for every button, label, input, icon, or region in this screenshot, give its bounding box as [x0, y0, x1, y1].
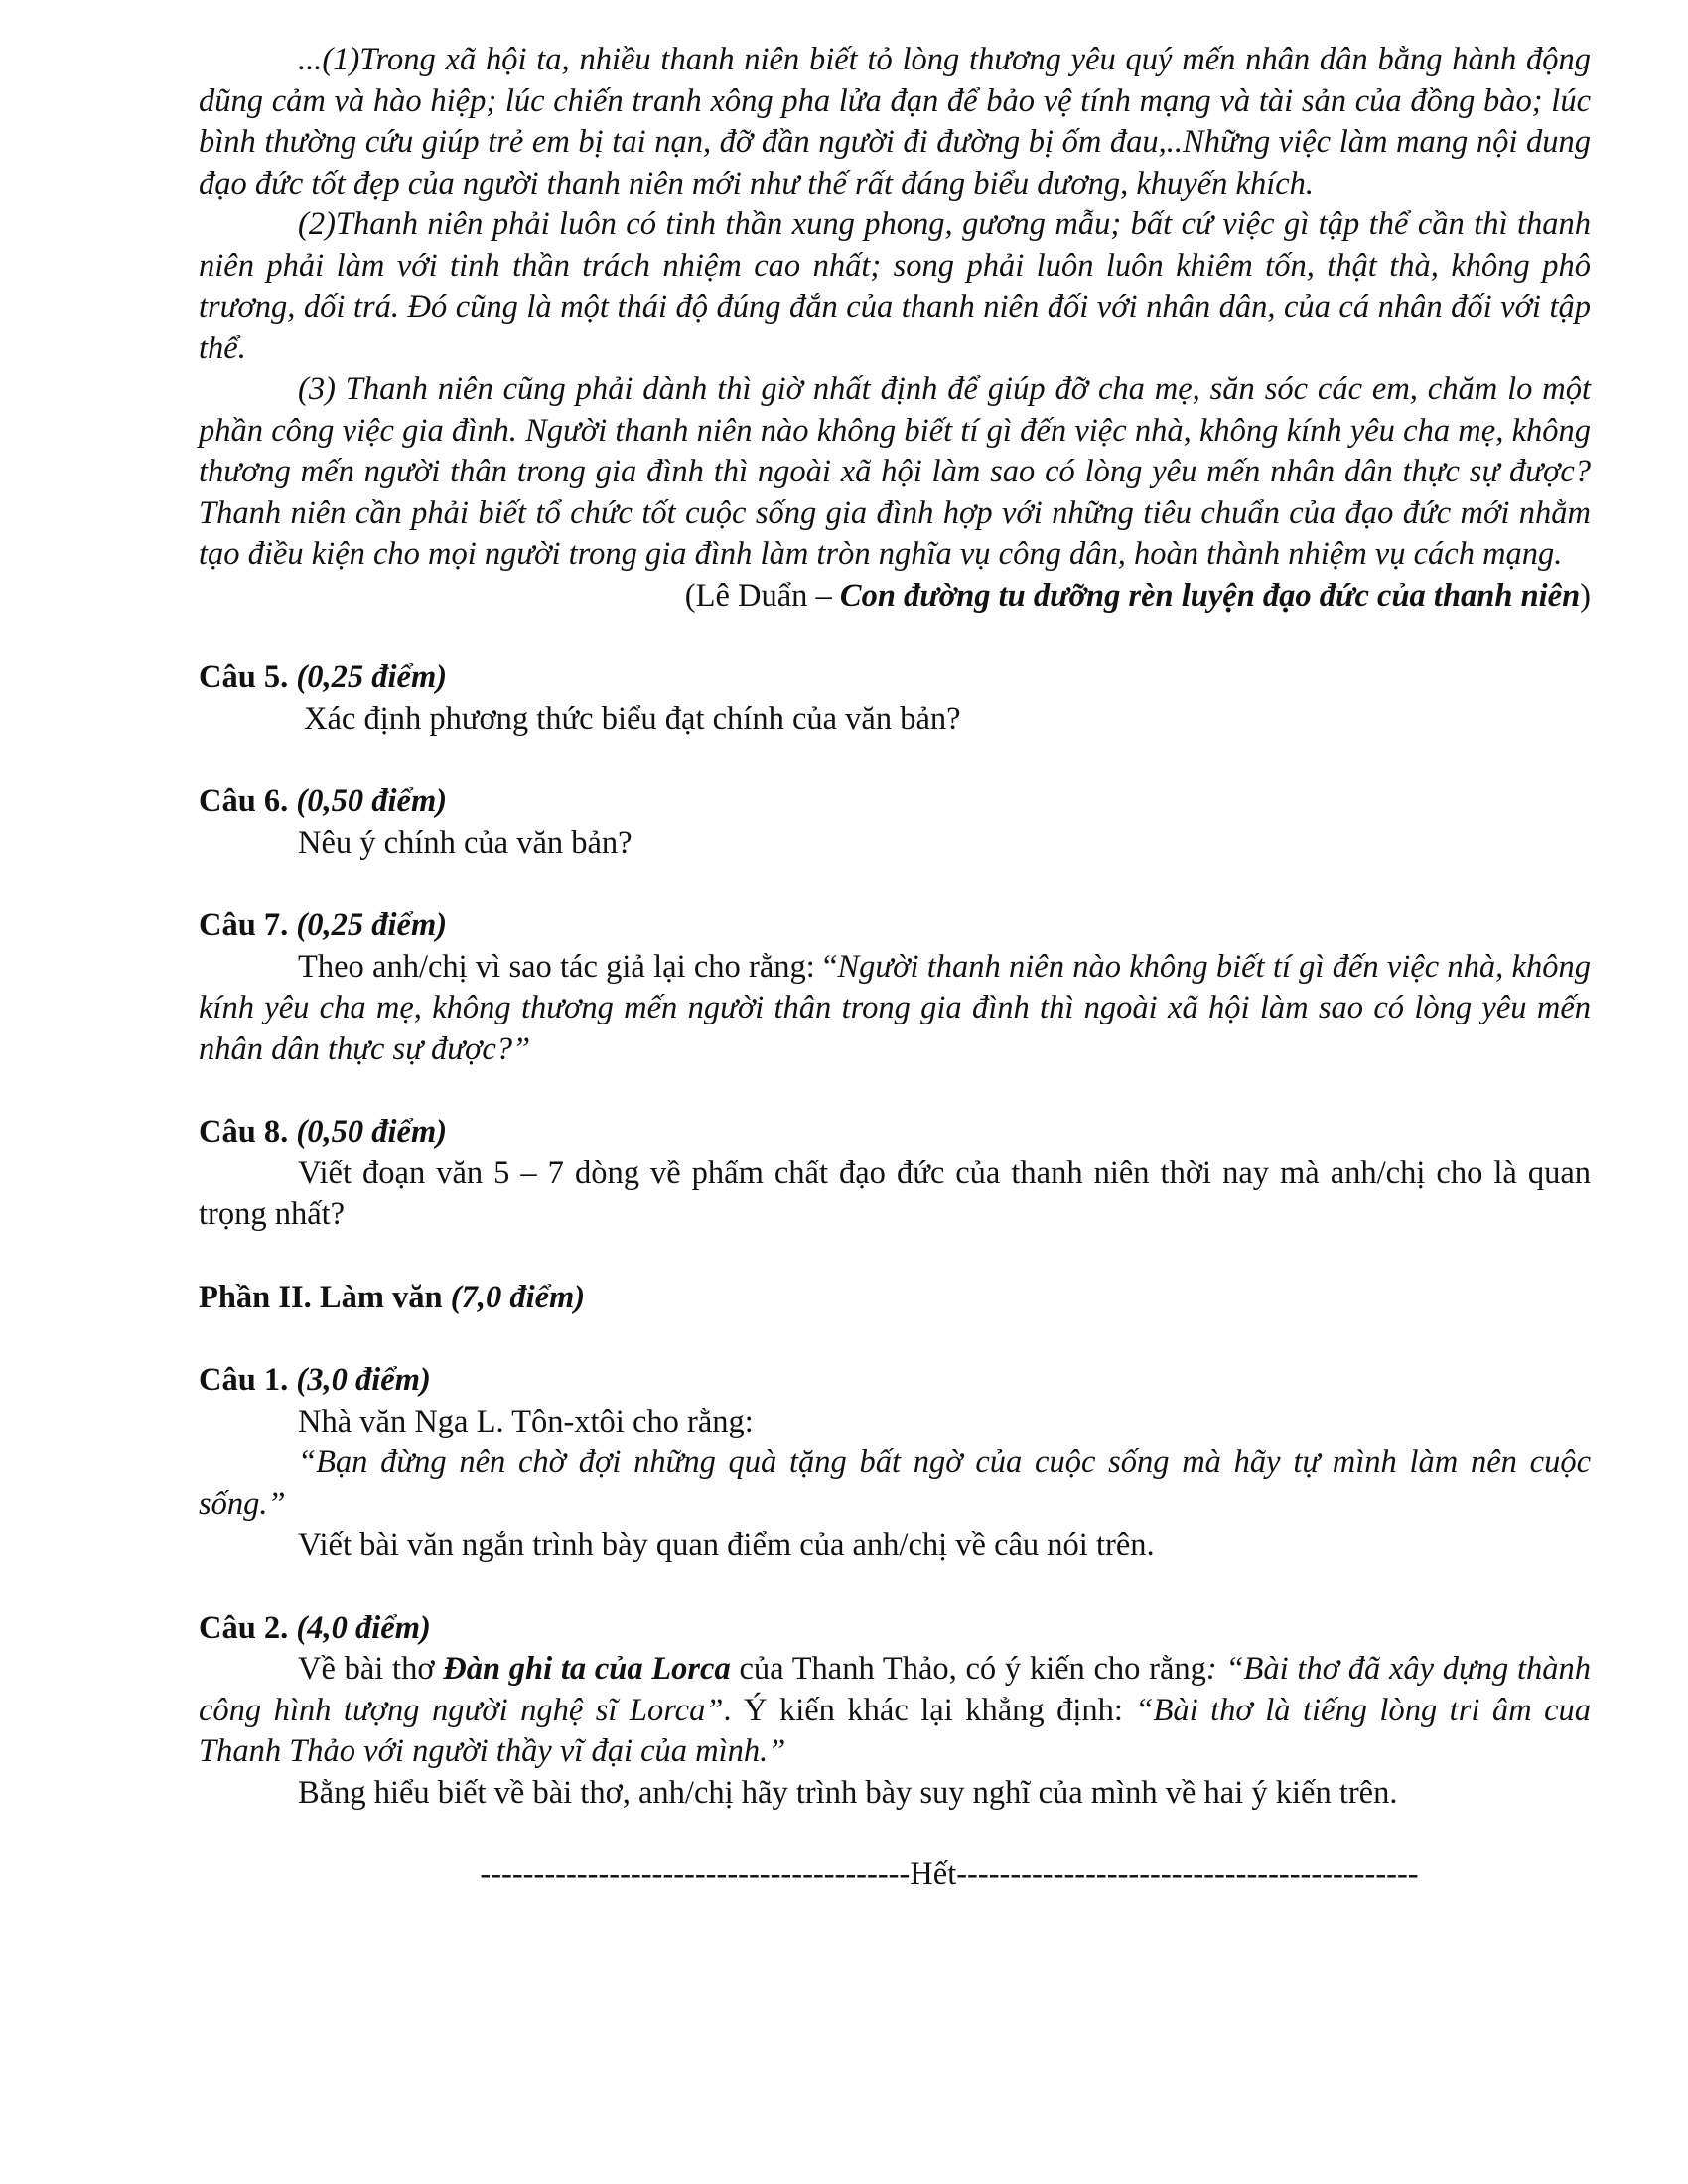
question-7-points: (0,25 điểm)	[296, 907, 448, 943]
part-2-title	[199, 1278, 1591, 1319]
essay-2-text-1: Về bài thơ	[298, 1651, 444, 1687]
source-suffix: )	[1580, 577, 1591, 614]
question-6-points: (0,50 điểm)	[296, 783, 448, 819]
question-7-quote: Người thanh niên nào không biết tí gì đến việc nhà, không kính yêu cha mẹ, không thương mến người thân trong gia đình thì ngoài xã hội làm sao có lòng yêu mến nhân dân thực sự được?”	[199, 948, 1591, 1067]
essay-1-intro: Nhà văn Nga L. Tôn-xtôi cho rằng:	[298, 1403, 754, 1439]
passage-paragraph-1: ...(1)Trong xã hội ta, nhiều thanh niên biết tỏ lòng thương yêu quý mến nhân dân bằng hành động dũng cảm và hào hiệp; lúc chiến tranh xông pha lửa đạn để bảo vệ tính mạng và tài sản của đồng bào; lúc bình thường cứu giúp trẻ em bị tai nạn, đỡ đần người đi đường bị ốm đau,..Những việc làm mang nội dung đạo đức tốt đẹp của người thanh niên mới như thế rất đáng biểu dương, khuyến khích.	[199, 42, 1591, 202]
question-8-label: Câu 8.	[199, 1114, 289, 1150]
question-5-body: Xác định phương thức biểu đạt chính của văn bản?	[304, 700, 961, 737]
essay-1-task: Viết bài văn ngắn trình bày quan điểm của anh/chị về câu nói trên.	[298, 1527, 1155, 1563]
question-6-label: Câu 6.	[199, 783, 289, 819]
essay-2-points: (4,0 điểm)	[296, 1609, 431, 1646]
passage-source	[199, 576, 1591, 617]
essay-2-text-3: . Ý kiến khác lại khẳng định:	[723, 1692, 1136, 1728]
question-5-title	[199, 657, 1591, 699]
essay-2-text-2: của Thanh Thảo, có ý kiến cho rằng	[730, 1651, 1206, 1687]
essay-1-title	[199, 1360, 1591, 1402]
question-8-points: (0,50 điểm)	[296, 1114, 448, 1150]
question-5-points: (0,25 điểm)	[296, 659, 448, 695]
essay-2-opinion-1: : “Bài thơ đã xây dựng thành công hình tượng người nghệ sĩ Lorca”	[199, 1651, 1591, 1728]
source-prefix: (Lê Duẩn –	[684, 577, 840, 614]
question-8-body: Viết đoạn văn 5 – 7 dòng về phẩm chất đạo đức của thanh niên thời nay mà anh/chị cho là quan trọng nhất?	[199, 1155, 1591, 1232]
essay-2-title	[199, 1608, 1591, 1650]
essay-2-task: Bằng hiểu biết về bài thơ, anh/chị hãy trình bày suy nghĩ của mình về hai ý kiến trên.	[298, 1774, 1398, 1811]
question-6-title	[199, 781, 1591, 823]
source-title: Con đường tu dưỡng rèn luyện đạo đức của thanh niên	[839, 577, 1581, 614]
exam-page	[199, 40, 1591, 1896]
question-7-label: Câu 7.	[199, 907, 289, 943]
part-2-points: (7,0 điểm)	[450, 1279, 586, 1315]
part-2-label: Phần II. Làm văn	[199, 1279, 451, 1315]
passage-paragraph-3: (3) Thanh niên cũng phải dành thì giờ nhất định để giúp đỡ cha mẹ, săn sóc các em, chăm lo một phần công việc gia đình. Người thanh niên nào không biết tí gì đến việc nhà, không kính yêu cha mẹ, không thương mến người thân trong gia đình thì ngoài xã hội làm sao có lòng yêu mến nhân dân thực sự được? Thanh niên cần phải biết tổ chức tốt cuộc sống gia đình hợp với những tiêu chuẩn của đạo đức mới nhằm tạo điều kiện cho mọi người trong gia đình làm tròn nghĩa vụ công dân, hoàn thành nhiệm vụ cách mạng.	[199, 371, 1591, 572]
essay-2-poem-title: Đàn ghi ta của Lorca	[443, 1651, 731, 1687]
question-5-label: Câu 5.	[199, 659, 289, 695]
question-8-title	[199, 1112, 1591, 1154]
essay-1-points: (3,0 điểm)	[296, 1362, 431, 1398]
end-of-exam-marker: ----------------------------------------Hết-------------------------------------------	[480, 1856, 1419, 1892]
passage-paragraph-2: (2)Thanh niên phải luôn có tinh thần xung phong, gương mẫu; bất cứ việc gì tập thể cần thì thanh niên phải làm với tinh thần trách nhiệm cao nhất; song phải luôn luôn khiêm tốn, thật thà, không phô trương, dối trá. Đó cũng là một thái độ đúng đắn của thanh niên đối với nhân dân, của cá nhân đối với tập thể.	[199, 206, 1591, 366]
question-7-title	[199, 905, 1591, 947]
question-7-body	[199, 947, 1591, 1071]
essay-1-quote: “Bạn đừng nên chờ đợi những quà tặng bất ngờ của cuộc sống mà hãy tự mình làm nên cuộc sống.”	[199, 1444, 1591, 1522]
essay-1-label: Câu 1.	[199, 1362, 289, 1398]
essay-2-label: Câu 2.	[199, 1609, 289, 1646]
essay-2-opinion-2: “Bài thơ là tiếng lòng tri âm cua Thanh Thảo với người thầy vĩ đại của mình.”	[199, 1692, 1591, 1769]
essay-2-body	[199, 1649, 1591, 1773]
question-6-body: Nêu ý chính của văn bản?	[298, 824, 633, 861]
question-7-prefix: Theo anh/chị vì sao tác giả lại cho rằng: “	[298, 948, 838, 985]
